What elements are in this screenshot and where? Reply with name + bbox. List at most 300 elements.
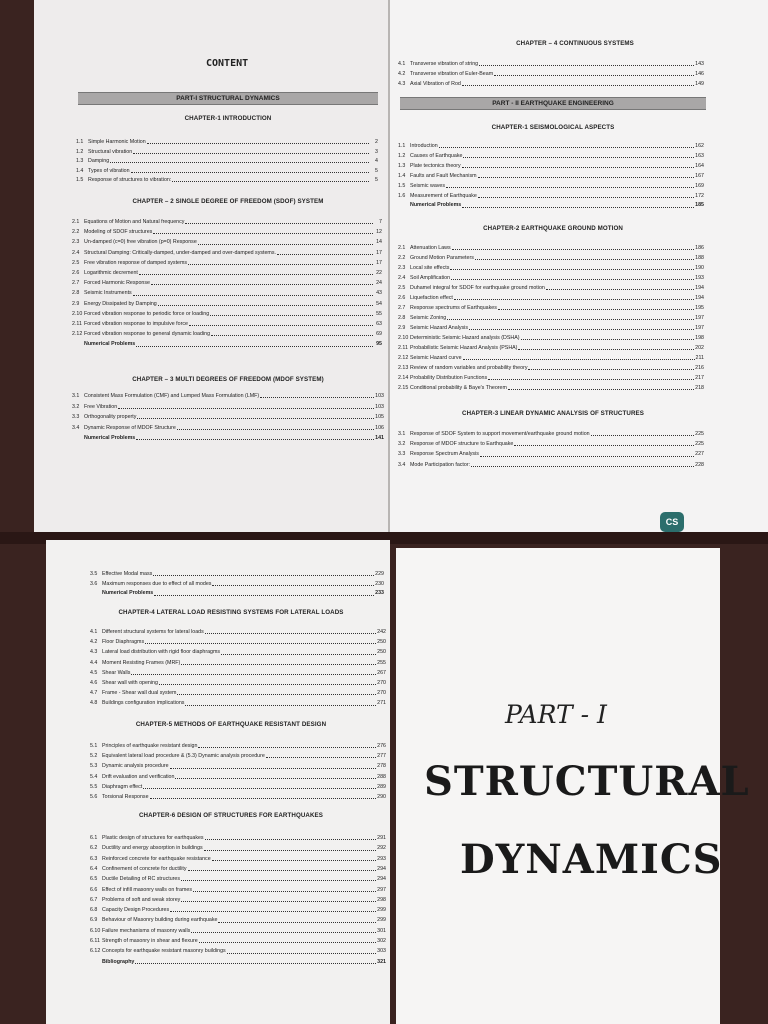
toc-entry: [398, 432, 704, 437]
toc-entry: [398, 346, 704, 351]
toc-summary-row: [90, 591, 384, 596]
toc-title: Transverse vibration of string: [410, 61, 479, 67]
toc-entry: [90, 939, 386, 944]
toc-title: Probabilistic Seismic Hazard Analysis (PSHA): [410, 345, 518, 351]
toc-entry: [90, 691, 386, 696]
toc-number: 5.3: [90, 763, 98, 770]
dot-leader: [478, 177, 695, 178]
toc-number: 4.8: [90, 700, 98, 707]
toc-number: 2.13: [398, 365, 409, 371]
toc-number: 2.5: [398, 285, 406, 291]
toc-page-number: 22: [376, 270, 382, 276]
toc-title: Damping: [88, 158, 110, 164]
page-contents-3: [46, 540, 390, 1024]
dot-leader: [193, 891, 376, 892]
toc-entry: [72, 220, 382, 225]
toc-page-number: 225: [695, 441, 704, 448]
toc-page-number: 4: [375, 158, 378, 164]
toc-number: 2.5: [72, 259, 80, 266]
toc-page-number: 225: [695, 431, 704, 437]
chapter-heading: CHAPTER – 3 MULTI DEGREES OF FREEDOM (MDOF SYSTEM): [132, 376, 324, 383]
part-number: PART - I: [505, 700, 607, 729]
toc-number: 3.5: [90, 571, 98, 577]
toc-entry: [72, 271, 382, 276]
toc-number: 2.9: [72, 300, 80, 307]
toc-entry: [90, 857, 386, 862]
dot-leader: [177, 694, 376, 695]
toc-entry: [72, 415, 384, 420]
dot-leader: [136, 346, 373, 347]
toc-page-number: 164: [695, 162, 704, 169]
toc-entry: [90, 572, 384, 577]
toc-title: Seismic Hazard Analysis: [410, 325, 468, 331]
toc-page-number: 217: [695, 375, 704, 381]
toc-entry: [72, 240, 382, 245]
toc-page-number: 297: [377, 886, 386, 893]
toc-title: Forced vibration response to periodic force or loading: [84, 310, 210, 317]
dot-leader: [154, 595, 374, 596]
toc-title: Effect of infill masonry walls on frames: [102, 886, 192, 893]
toc-entry: [90, 775, 386, 780]
toc-page-number: 194: [695, 295, 704, 301]
toc-title: Simple Harmonic Motion: [88, 139, 146, 145]
toc-number: 5.2: [90, 753, 98, 760]
toc-number: 3.6: [90, 580, 98, 587]
toc-entry: [398, 306, 704, 311]
dot-leader: [211, 335, 373, 336]
toc-title: Free vibration response of damped systems: [84, 259, 188, 266]
toc-title: Response Spectrum Analysis: [410, 451, 479, 458]
toc-entry: [72, 332, 382, 337]
dot-leader: [277, 254, 373, 255]
toc-entry: [72, 394, 384, 399]
toc-entry: [90, 898, 386, 903]
toc-number: 3.3: [72, 414, 80, 420]
toc-number: 5.6: [90, 794, 98, 800]
toc-entry: [90, 744, 386, 749]
dot-leader: [488, 379, 694, 380]
toc-entry: [90, 877, 386, 882]
toc-page-number: 292: [377, 845, 386, 852]
toc-number: 2.1: [72, 219, 80, 225]
dot-leader: [227, 953, 376, 954]
dot-leader: [446, 187, 694, 188]
toc-title: Plate tectonics theory: [410, 162, 461, 169]
toc-entry: [398, 376, 704, 381]
toc-title: Structural Damping: Critically-damped, under-damped and over-damped systems.: [84, 249, 276, 256]
toc-entry: [398, 256, 704, 261]
toc-entry: [72, 291, 382, 296]
scanner-logo-icon: CS: [660, 512, 684, 532]
toc-title: Maximum responses due to effect of all modes: [102, 580, 212, 587]
dot-leader: [118, 408, 374, 409]
dot-leader: [175, 778, 376, 779]
toc-page-number: 103: [375, 393, 384, 399]
dot-leader: [521, 339, 695, 340]
toc-entry: [90, 888, 386, 893]
toc-page-number: 54: [376, 300, 382, 307]
toc-number: 6.1: [90, 835, 98, 841]
toc-page-number: 290: [377, 794, 386, 800]
toc-title: Response spectrums of Earthquakes: [410, 305, 497, 311]
toc-entry: [90, 795, 386, 800]
toc-page-number: 194: [695, 285, 704, 291]
toc-number: 1.4: [76, 167, 84, 174]
toc-page-number: 105: [375, 414, 384, 420]
dot-leader: [131, 674, 376, 675]
toc-title: Ductility and energy absorption in buildings: [102, 845, 203, 852]
dot-leader: [478, 197, 694, 198]
dot-leader: [133, 295, 373, 296]
toc-entry: [398, 276, 704, 281]
toc-page-number: 169: [695, 182, 704, 189]
toc-title: Probability Distribution Functions: [410, 375, 488, 381]
toc-number: 6.11: [90, 938, 100, 944]
dot-leader: [450, 269, 694, 270]
toc-title: Shear Walls: [102, 669, 131, 676]
toc-page-number: 293: [377, 855, 386, 862]
toc-page-number: 3: [375, 148, 378, 155]
toc-entry: [398, 174, 704, 179]
toc-title: Equations of Motion and Natural frequency: [84, 219, 185, 225]
dot-leader: [479, 65, 694, 66]
chapter-heading: CHAPTER-3 LINEAR DYNAMIC ANALYSIS OF STRUCTURES: [462, 410, 644, 417]
dot-leader: [462, 167, 695, 168]
toc-page-number: 294: [377, 865, 386, 872]
part-1-band: PART-I STRUCTURAL DYNAMICS: [78, 92, 378, 105]
toc-entry: [398, 82, 704, 87]
dot-leader: [185, 705, 376, 706]
toc-page-number: 277: [377, 753, 386, 760]
toc-number: 2.15: [398, 385, 409, 391]
dot-leader: [475, 259, 694, 260]
dot-leader: [198, 747, 376, 748]
toc-page-number: 24: [376, 280, 382, 287]
toc-title: Lateral load distribution with rigid floor diaphragms: [102, 649, 221, 656]
dot-leader: [110, 162, 369, 163]
toc-entry: [90, 785, 386, 790]
dot-leader: [591, 435, 695, 436]
toc-entry: [398, 452, 704, 457]
toc-title: Causes of Earthquake: [410, 152, 463, 159]
toc-number: 1.5: [398, 182, 406, 189]
toc-page-number: 270: [377, 690, 386, 697]
toc-entry: [90, 918, 386, 923]
toc-entry: [72, 230, 382, 235]
toc-title: Different structural systems for lateral loads: [102, 629, 204, 635]
toc-title: Response of structures to vibration:: [88, 177, 172, 183]
toc-page-number: 267: [377, 669, 386, 676]
toc-page-number: 69: [376, 331, 382, 338]
toc-title: Faults and Fault Mechanism: [410, 172, 477, 179]
toc-page-number: 301: [377, 927, 386, 934]
toc-entry: [90, 661, 386, 666]
toc-number: 3.2: [398, 441, 406, 448]
toc-number: 4.2: [398, 71, 406, 77]
dot-leader: [188, 264, 373, 265]
toc-title: Strength of masonry in shear and flexure: [102, 938, 198, 944]
toc-title: Seismic Hazard curve: [410, 355, 462, 361]
toc-title: Energy Dissipated by Damping: [84, 300, 157, 307]
toc-number: 2.8: [72, 290, 80, 297]
toc-title: Seismic Instruments: [84, 290, 132, 297]
toc-page-number: 12: [376, 229, 382, 236]
toc-entry: [398, 266, 704, 271]
dot-leader: [136, 439, 374, 440]
toc-entry: [76, 159, 378, 164]
toc-page-number: 278: [377, 763, 386, 770]
toc-page-number: 270: [377, 680, 386, 686]
toc-number: 5.1: [90, 743, 98, 749]
toc-page-number: 299: [377, 917, 386, 924]
toc-title: Drift evaluation and verification: [102, 773, 175, 780]
toc-page-number: 229: [375, 571, 384, 577]
toc-number: 4.5: [90, 669, 98, 676]
toc-page-number: 2: [375, 139, 378, 145]
chapter-heading: CHAPTER-1 INTRODUCTION: [184, 115, 272, 122]
toc-title: Floor Diaphragms: [102, 639, 145, 646]
part-2-band: PART - II EARTHQUAKE ENGINEERING: [400, 97, 706, 110]
toc-page-number: 188: [695, 255, 704, 261]
toc-page-number: 242: [377, 629, 386, 635]
page-contents-2: [390, 0, 768, 532]
toc-page-number: 63: [376, 321, 382, 327]
dot-leader: [439, 147, 694, 148]
toc-title: Dynamic Response of MDOF Structure: [84, 424, 176, 431]
dot-leader: [494, 75, 694, 76]
toc-entry: [90, 701, 386, 706]
toc-page-number: 302: [377, 938, 386, 944]
toc-title: Failure mechanisms of masonry walls: [102, 927, 191, 934]
toc-title: Buildings configuration implications: [102, 700, 185, 707]
toc-page-number: 298: [377, 896, 386, 903]
toc-page-number: 228: [695, 461, 704, 468]
toc-page-number: 291: [377, 835, 386, 841]
chapter-heading: CHAPTER – 2 SINGLE DEGREE OF FREEDOM (SDOF) SYSTEM: [132, 198, 324, 205]
toc-title: Reinforced concrete for earthquake resistance: [102, 855, 211, 862]
dot-leader: [133, 153, 369, 154]
toc-entry: [398, 442, 704, 447]
toc-number: 3.1: [398, 431, 406, 437]
toc-number: 2.12: [72, 331, 83, 338]
dot-leader: [151, 284, 373, 285]
toc-entry: [90, 908, 386, 913]
toc-entry: [76, 178, 378, 183]
toc-page-number: 149: [695, 81, 704, 87]
toc-title: Ductile Detailing of RC structures: [102, 876, 181, 883]
toc-title: Duhamel integral for SDOF for earthquake ground motion: [410, 285, 545, 291]
dot-leader: [498, 309, 694, 310]
toc-number: 1.1: [398, 143, 406, 149]
chapter-heading: CHAPTER-1 SEISMOLOGICAL ASPECTS: [491, 124, 615, 131]
toc-number: 2.10: [398, 335, 409, 341]
toc-page-number: 43: [376, 290, 382, 297]
toc-page-number: 167: [695, 172, 704, 179]
toc-title: Un-damped (c=0) free vibration (p=0) Response: [84, 239, 197, 246]
toc-title: Conditional probability & Baye's Theorem: [410, 385, 507, 391]
dot-leader: [172, 181, 369, 182]
toc-page-number: 299: [377, 907, 386, 914]
toc-title: Liquefaction effect: [410, 295, 453, 301]
dot-leader: [159, 684, 376, 685]
toc-number: 1.6: [398, 192, 406, 199]
toc-entry: [398, 336, 704, 341]
toc-number: 2.2: [72, 229, 80, 236]
toc-number: 2.3: [72, 239, 80, 246]
toc-number: 2.2: [398, 255, 406, 261]
toc-page-number: 250: [377, 639, 386, 646]
dot-leader: [454, 299, 694, 300]
dot-leader: [221, 654, 376, 655]
toc-page-number: 162: [695, 143, 704, 149]
toc-entry: [90, 640, 386, 645]
toc-entry: [398, 164, 704, 169]
toc-title: Types of vibration: [88, 167, 130, 174]
dot-leader: [518, 349, 694, 350]
toc-page-number: 321: [377, 958, 386, 965]
toc-number: 4.7: [90, 690, 98, 697]
chapter-heading: CHAPTER-2 EARTHQUAKE GROUND MOTION: [483, 225, 623, 232]
dot-leader: [181, 901, 376, 902]
toc-title: Dynamic analysis procedure: [102, 763, 169, 770]
toc-page-number: 233: [375, 590, 384, 597]
toc-entry: [398, 184, 704, 189]
toc-number: 1.1: [76, 139, 84, 145]
toc-number: 6.8: [90, 907, 98, 914]
dot-leader: [170, 911, 376, 912]
toc-entry: [90, 846, 386, 851]
dot-leader: [212, 585, 374, 586]
toc-page-number: 190: [695, 265, 704, 271]
toc-summary-row: [72, 436, 384, 441]
toc-number: 4.2: [90, 639, 98, 646]
toc-number: 5.4: [90, 773, 98, 780]
dot-leader: [145, 643, 376, 644]
dot-leader: [462, 85, 694, 86]
toc-number: 5.5: [90, 783, 98, 790]
toc-entry: [398, 286, 704, 291]
toc-entry: [72, 261, 382, 266]
toc-title: Effective Modal mass: [102, 571, 153, 577]
dot-leader: [212, 860, 377, 861]
dot-leader: [139, 274, 373, 275]
toc-title: Shear wall with opening: [102, 680, 158, 686]
toc-entry: [398, 246, 704, 251]
toc-number: 6.4: [90, 865, 98, 872]
toc-entry: [398, 194, 704, 199]
toc-page-number: 106: [375, 424, 384, 431]
toc-entry: [72, 312, 382, 317]
toc-page-number: 17: [376, 259, 382, 266]
toc-entry: [398, 356, 704, 361]
toc-page-number: 14: [376, 239, 382, 246]
toc-title: Modeling of SDOF structures: [84, 229, 153, 236]
toc-number: 3.4: [72, 424, 80, 431]
dot-leader: [143, 788, 376, 789]
dot-leader: [546, 289, 694, 290]
dot-leader: [205, 839, 377, 840]
toc-title: Seismic Zoning: [410, 315, 447, 321]
toc-title: Transverse vibration of Euler-Beam: [410, 71, 494, 77]
toc-page-number: 146: [695, 71, 704, 77]
toc-page-number: 227: [695, 451, 704, 458]
toc-number: 2.8: [398, 315, 406, 321]
toc-number: 6.2: [90, 845, 98, 852]
toc-page-number: 141: [375, 435, 384, 441]
dot-leader: [153, 233, 373, 234]
dot-leader: [177, 429, 374, 430]
toc-title: Deterministic Seismic Hazard analysis (DSHA): [410, 335, 520, 341]
toc-title: Logarithmic decrement: [84, 270, 138, 276]
dot-leader: [463, 157, 694, 158]
toc-number: 1.2: [76, 148, 84, 155]
toc-number: 4.3: [90, 649, 98, 656]
toc-number: 4.4: [90, 659, 98, 666]
toc-entry: [398, 366, 704, 371]
toc-number: 3.4: [398, 461, 406, 468]
toc-entry: [76, 140, 378, 145]
toc-title: Bibliography: [102, 958, 135, 965]
toc-page-number: 7: [379, 219, 382, 225]
dot-leader: [204, 850, 376, 851]
toc-page-number: 303: [377, 948, 386, 955]
toc-page-number: 202: [695, 345, 704, 351]
toc-number: 3.2: [72, 403, 80, 410]
toc-entry: [76, 169, 378, 174]
toc-entry: [72, 302, 382, 307]
toc-number: 6.6: [90, 886, 98, 893]
chapter-heading: CHAPTER-4 LATERAL LOAD RESISTING SYSTEMS FOR LATERAL LOADS: [118, 609, 344, 616]
toc-page-number: 197: [695, 315, 704, 321]
dot-leader: [188, 870, 377, 871]
toc-title: Forced vibration response to general dynamic loading: [84, 331, 211, 338]
toc-title: Mode Participation factor:: [410, 461, 471, 468]
toc-number: 6.3: [90, 855, 98, 862]
toc-number: 3.1: [72, 393, 80, 399]
toc-entry: [90, 836, 386, 841]
toc-title: Ground Motion Parameters: [410, 255, 474, 261]
dot-leader: [158, 305, 373, 306]
toc-number: 6.9: [90, 917, 98, 924]
toc-number: 4.1: [90, 629, 98, 635]
toc-entry: [398, 144, 704, 149]
toc-title: Equivalent lateral load procedure & (5.3) Dynamic analysis procedure: [102, 753, 265, 760]
toc-entry: [90, 929, 386, 934]
dot-leader: [471, 466, 694, 467]
toc-title: Torsional Response: [102, 794, 149, 800]
toc-summary-row: [72, 342, 382, 347]
dot-leader: [508, 389, 694, 390]
toc-page-number: 5: [375, 167, 378, 174]
toc-number: 2.6: [398, 295, 406, 301]
dot-leader: [266, 757, 376, 758]
toc-entry: [90, 650, 386, 655]
toc-title: Frame - Shear wall dual system: [102, 690, 177, 697]
toc-page-number: 55: [376, 310, 382, 317]
toc-number: 3.3: [398, 451, 406, 458]
chapter-heading: CHAPTER – 4 CONTINUOUS SYSTEMS: [516, 40, 634, 47]
toc-number: 2.12: [398, 355, 409, 361]
dot-leader: [170, 768, 377, 769]
toc-page-number: 198: [695, 335, 704, 341]
toc-entry: [90, 949, 386, 954]
toc-number: 2.9: [398, 325, 406, 331]
dot-leader: [469, 329, 694, 330]
toc-number: 2.3: [398, 265, 406, 271]
dot-leader: [451, 279, 694, 280]
dot-leader: [198, 244, 373, 245]
toc-title: Moment Resisting Frames (MRF): [102, 659, 181, 666]
